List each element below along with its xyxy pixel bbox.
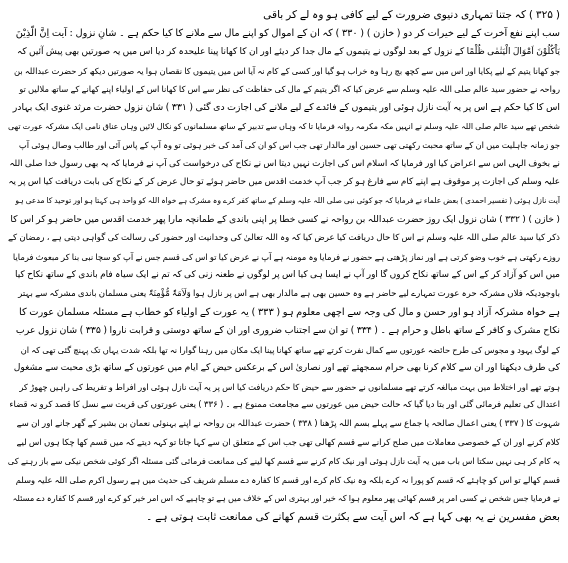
text-line: آیت نازل ہوئی ( تفسیر احمدی ) بعض علماء نے فرمایا کہ جو کوئی نبی صلی اللہ علیہ وسلم کے ساتھ کفر کرے وہ مشرک ہے خواہ اللہ کو واحد ہی کہتا ہو اور توحید کا مدعی ہو	[15, 195, 560, 205]
text-line: ( خازن ) ( ۳۳۲ ) شان نزول ایک روز حضرت عبداللہ بن رواحہ نے کسی خطا پر اپنی باندی کے طمانچہ مارا پھر خدمت اقدس میں حاضر ہو کر اس کا	[10, 213, 560, 225]
text-line: شخص تھے سید عالم صلی اللہ علیہ وسلم نے انہیں مکہ مکرمہ روانہ فرمایا تا کہ وہاں سے تدبیر کے ساتھ مسلمانوں کو نکال لائیں وہاں عناق نامی ایک مشرکہ عورت تھی	[8, 121, 560, 131]
text-line: اعتدال کی تعلیم فرمائی گئی اور بتا دیا گیا کہ حالت حیض میں عورتوں سے مجامعت ممنوع ہے ۔ ( ۳۳۶ ) یعنی عورتوں کی قربت سے نسل کا قصد کرو نہ قضاء	[9, 400, 560, 411]
text-line: جو زمانہ جاہلیت میں ان کے ساتھ محبت رکھتی تھی حسین اور مالدار تھی جب اس کو ان کی آمد کی خبر ہوئی تو وہ آپ کے پاس آئی اور طالب وصال ہوئی آپ	[18, 140, 560, 151]
text-line: ذکر کیا سید عالم صلی اللہ علیہ وسلم نے اس کا حال دریافت کیا عرض کیا کہ وہ اللہ تعالیٰ کی وحدانیت اور حضور کی رسالت کی گواہی دیتی ہے ، رمضان کے	[8, 233, 560, 244]
text-line: ( ۳۲۵ ) کہ جتنا تمہاری دنیوی ضرورت کے لیے کافی ہو وہ لے کر باقی	[263, 9, 560, 21]
text-line: نے فرمایا جس شخص نے کسی امر پر قسم کھائی پھر معلوم ہوا کہ خیر اور بہتری اس کے خلاف میں ہے تو چاہیے کہ اس امر خیر کو کرے اور قسم کا کفارہ دے مسئلہ	[12, 493, 560, 504]
text-line: بعض مفسرین نے یہ بھی کہا ہے کہ اس آیت سے بکثرت قسم کھانے کی ممانعت ثابت ہوتی ہے ۔	[146, 511, 560, 524]
text-line: قسم کھالے تو اس کو چاہئے کہ قسم کو پورا نہ کرے بلکہ وہ نیک کام کرے اور قسم کا کفارہ دے مسلم شریف کی حدیث میں ہے رسول اکرم صلی اللہ علیہ وسلم	[15, 474, 560, 485]
text-line: نے بخوف الہی اس سے اعراض کیا اور فرمایا کہ اسلام اس کی اجازت نہیں دیتا اس نے نکاح کی درخواست کی آپ نے فرمایا کہ یہ بھی رسول خدا صلی اللہ	[9, 158, 560, 169]
text-line: کلام کرنے اور ان کے خصوصی معاملات میں صلح کرانے سے قسم کھالی تھی جب اس کے متعلق ان سے کہا جاتا تو کہہ دیتے کہ میں قسم کھا چکا ہوں اس لیے	[16, 437, 560, 448]
text-line: شہوت کا ( ۳۳۷ ) یعنی اعمال صالحہ یا جماع سے پہلے بسم اللہ پڑھنا ( ۳۳۸ ) حضرت عبداللہ بن رواحہ نے اپنے بہنوئی نعمان بن بشیر کے گھر جانے اور ان سے	[16, 419, 560, 430]
text-line: کی طرف دیکھنا اور ان سے کلام کرنا بھی حرام سمجھتے تھے اور نصاریٰ اس کے برعکس حیض کے ایام میں عورتوں کے ساتھ بڑی محبت سے مشغول	[13, 362, 560, 374]
text-line: کے لوگ یہود و مجوس کی طرح حائضہ عورتوں سے کمال نفرت کرتے تھے ساتھ کھانا پینا ایک مکان میں رہنا گوارا نہ تھا بلکہ شدت یہاں تک پہنچ گئی تھی کہ ان	[20, 344, 560, 355]
text-line: یَاْکُلُوْنَ اَمْوَالَ الْیَتٰمٰی ظُلْمًا کے نزول کے بعد لوگوں نے یتیموں کے مال جدا کر دیئے اور ان کا کھانا پینا علیحدہ کر دیا اس میں یہ صورتیں بھی پیش آئیں کہ	[17, 47, 560, 58]
text-line: ہوتے تھے اور اختلاط میں بہت مبالغہ کرتے تھے مسلمانوں نے حضور سے حیض کا حکم دریافت کیا اس پر یہ آیت نازل ہوئی اور افراط و تفریط کی راہیں چھوڑ کر	[19, 381, 560, 392]
text-line: ہے خواہ مشرکہ آزاد ہو اور حسن و مال کی وجہ سے اچھی معلوم ہو ( ۳۳۳ ) یہ عورت کے اولیاء کو خطاب ہے مسئلہ مسلمان عورت کا	[18, 306, 560, 318]
text-line: رواحہ نے حضور سید عالم صلی اللہ علیہ وسلم سے عرض کیا کہ اگر یتیم کے مال کی حفاظت کی نظر سے اس کا کھانا اس کے اولیاء اپنے کھانے کے ساتھ ملالیں تو	[19, 84, 560, 95]
text-line: نکاح مشرک و کافر کے ساتھ باطل و حرام ہے ۔ ( ۳۳۴ ) تو ان سے اجتناب ضروری اور ان کے ساتھ دوستی و قرابت ناروا ( ۳۳۵ ) شان نزول عرب	[15, 325, 560, 337]
text-line: باوجودیکہ فلاں مشرکہ حرہ عورت تمہارے لیے حاضر ہے وہ حسین بھی ہے مالدار بھی ہے اس پر نازل ہوا وَلَاَمَۃٌ مُّؤْمِنَۃٌ یعنی مسلمان باندی مشرکہ سے بہتر	[18, 288, 560, 299]
text-line: علیہ وسلم کی اجازت پر موقوف ہے اپنے کام سے فارغ ہو کر جب آپ خدمت اقدس میں حاضر ہوئے تو حال عرض کر کے نکاح کی بابت دریافت کیا اس پر یہ	[8, 177, 560, 188]
text-line: روزے رکھتی ہے خوب وضو کرتی ہے اور نماز پڑھتی ہے حضور نے فرمایا وہ مومنہ ہے آپ نے عرض کیا تو اس کی قسم جس نے آپ کو سچا نبی بنا کر مبعوث فرمایا	[12, 251, 560, 262]
text-line: میں اس کو آزاد کر کے اس کے ساتھ نکاح کروں گا اور آپ نے ایسا ہی کیا اس پر لوگوں نے طعنہ زنی کی کہ تم نے ایک سیاہ فام باندی کے ساتھ نکاح کیا	[14, 270, 560, 281]
text-line: جو کھانا یتیم کے لیے پکایا اور اس میں سے کچھ بچ رہا وہ خراب ہو گیا اور کسی کے کام نہ آیا اس میں یتیموں کا نقصان ہوا یہ صورتیں دیکھ کر حضرت عبداللہ بن	[13, 65, 560, 76]
commentary-text-block	[8, 6, 560, 527]
text-line: اس کا کیا حکم ہے اس پر یہ آیت نازل ہوئی اور یتیموں کے فائدے کے لیے ملانے کی اجازت دی گئی ( ۳۳۱ ) شان نزول حضرت مرثد غنوی ایک بہادر	[12, 101, 560, 113]
text-line: سب اپنے نفع آخرت کے لیے خیرات کر دو ( خازن ) ( ۳۳۰ ) کہ ان کے اموال کو اپنے مال سے ملانے کا کیا حکم ہے ۔ شانِ نزول : آیت اِنَّ الَّذِیْنَ	[15, 27, 560, 39]
text-line: یہ کام کر ہی نہیں سکتا اس باب میں یہ آیت نازل ہوئی اور نیک کام کرنے سے قسم کھا لینے کی ممانعت فرمائی گئی مسئلہ اگر کوئی شخص نیکی سے باز رہنے کی	[8, 456, 560, 467]
